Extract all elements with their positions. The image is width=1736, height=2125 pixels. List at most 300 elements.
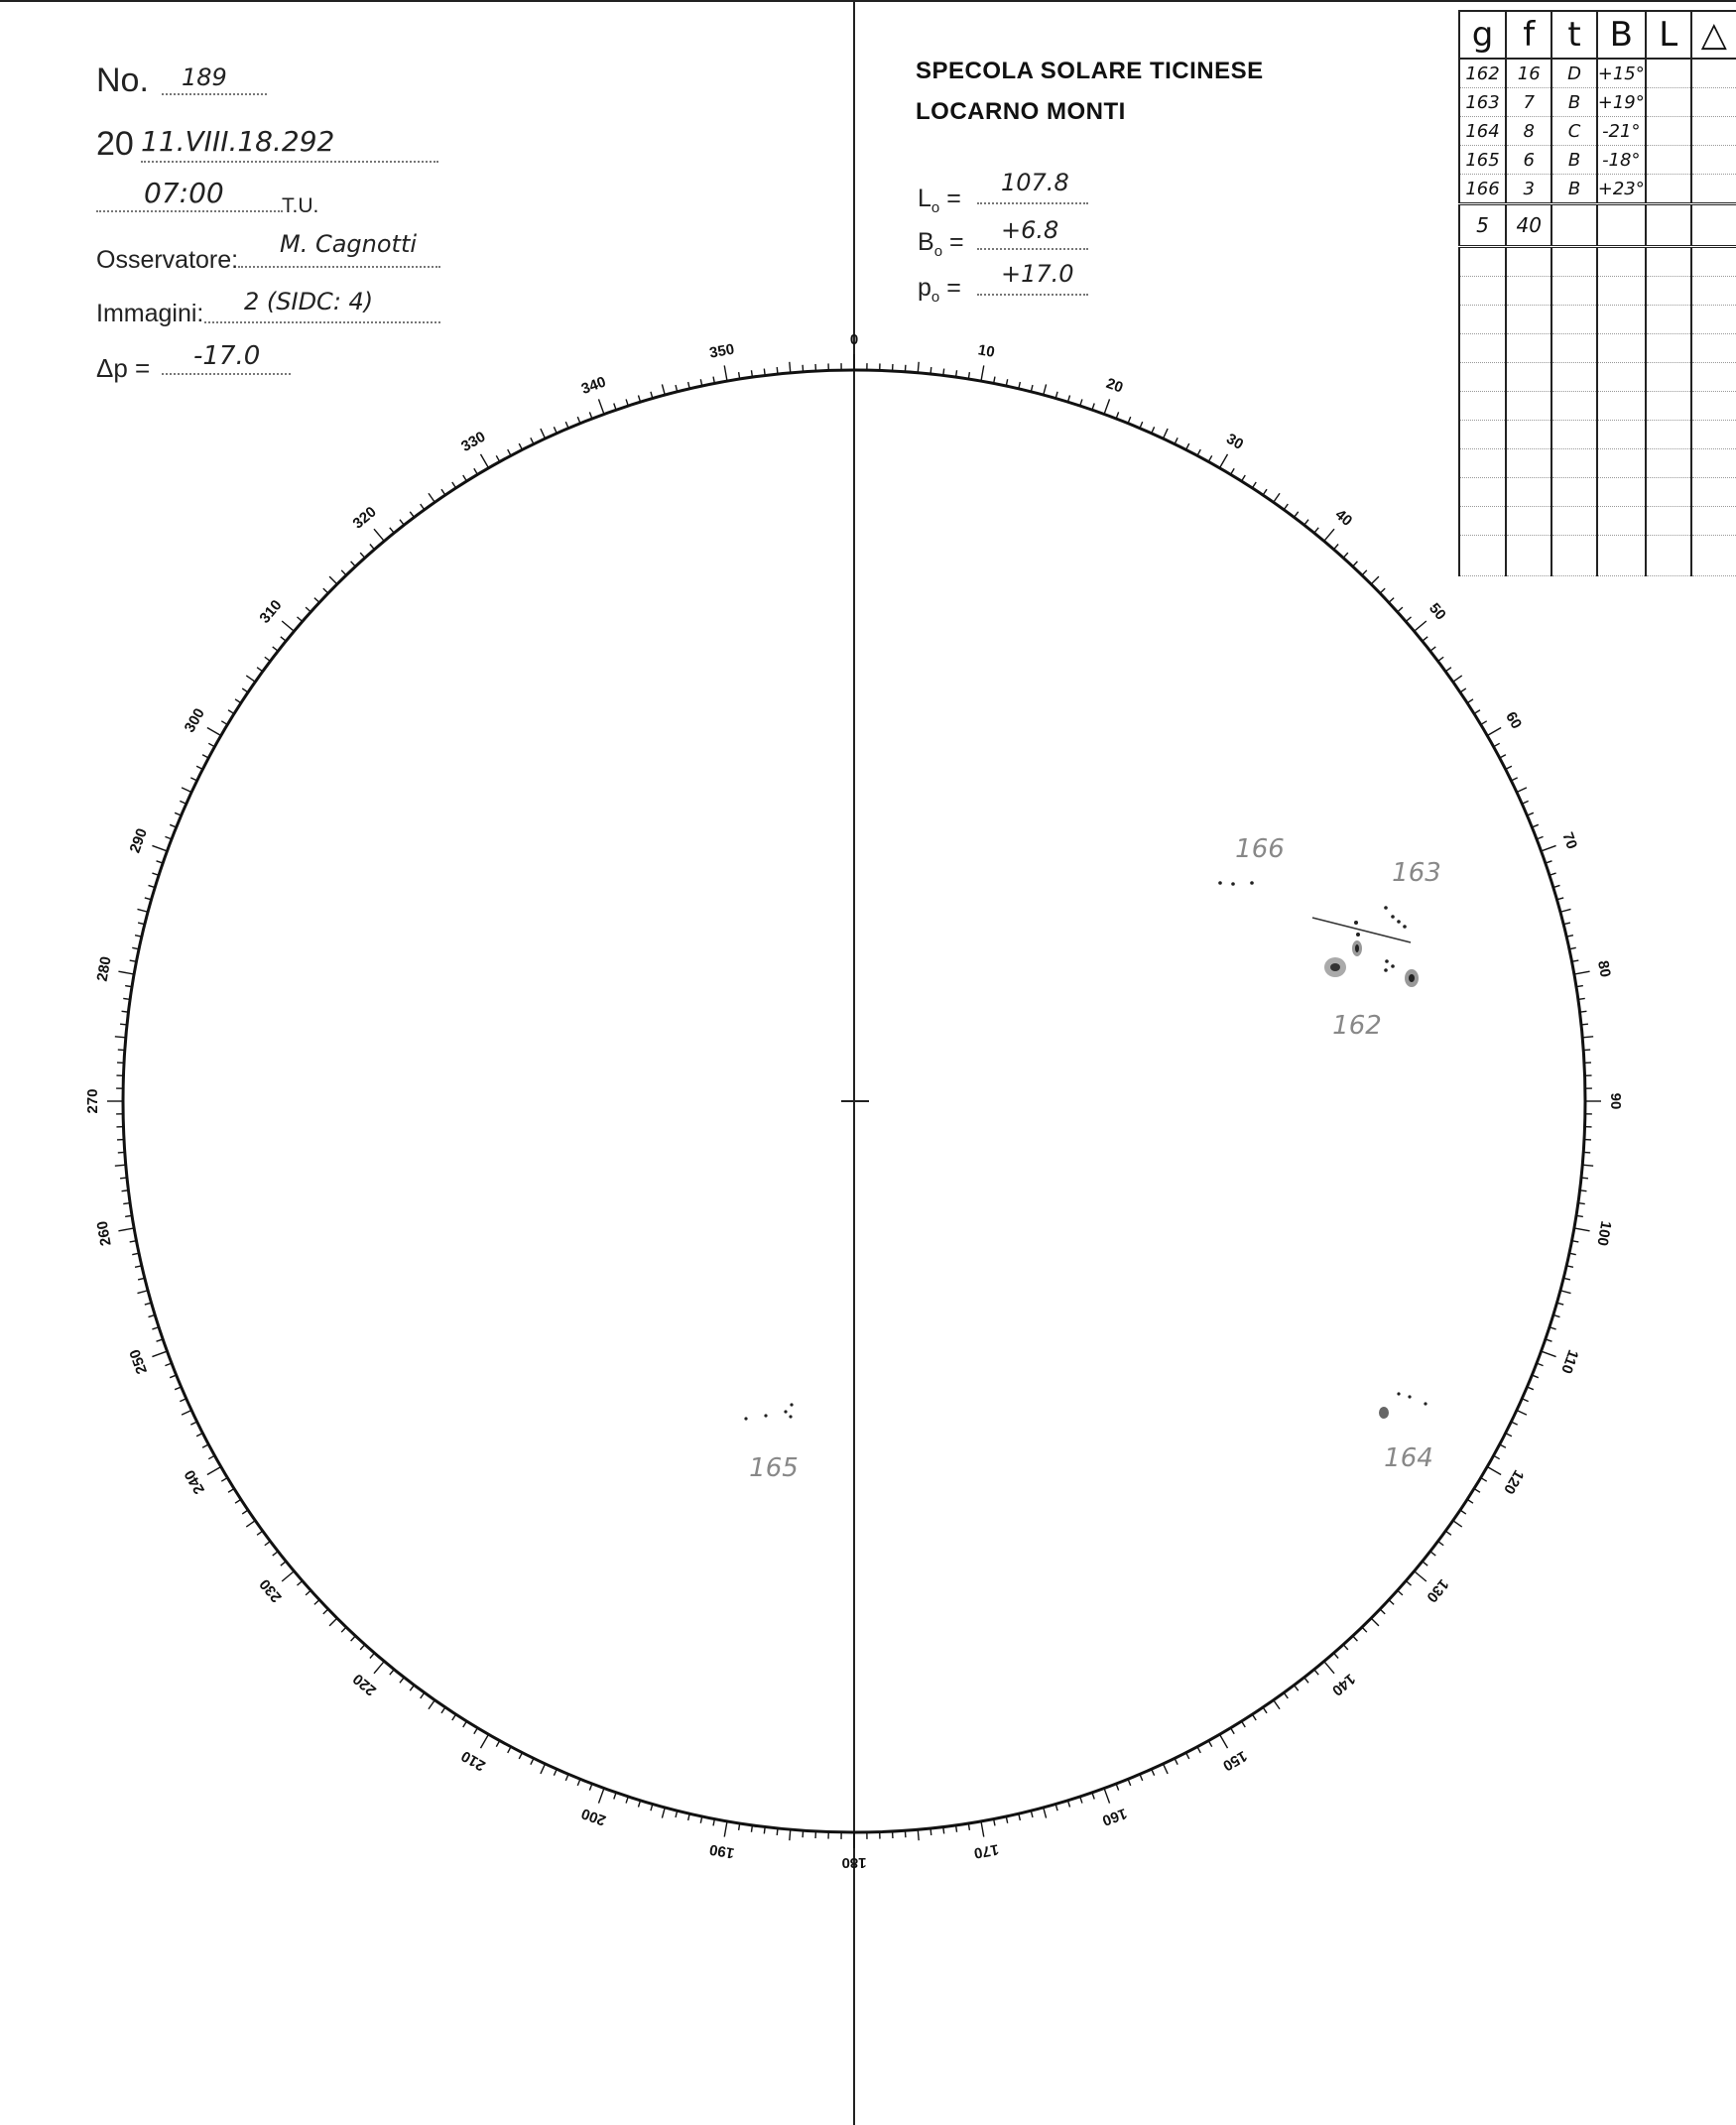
scale-tick xyxy=(1334,1653,1339,1658)
scale-tick xyxy=(1423,1562,1427,1565)
scale-tick xyxy=(1314,1670,1318,1675)
scale-label: 350 xyxy=(707,340,736,362)
scale-label: 10 xyxy=(976,341,996,361)
scale-tick xyxy=(441,489,445,495)
scale-tick xyxy=(374,1662,384,1674)
scale-label: 300 xyxy=(181,705,208,736)
scale-tick xyxy=(1406,1581,1411,1586)
scale-tick xyxy=(496,455,499,461)
scale-tick xyxy=(1220,1734,1228,1748)
scale-tick xyxy=(1506,766,1512,769)
scale-tick xyxy=(452,1714,456,1720)
scale-tick xyxy=(1186,1753,1189,1759)
table-cell: 6 xyxy=(1506,146,1551,175)
scale-tick xyxy=(351,1636,356,1641)
column-header: △ xyxy=(1691,11,1736,59)
scale-tick xyxy=(196,766,202,769)
scale-tick xyxy=(228,710,234,714)
scale-label: 110 xyxy=(1557,1347,1582,1376)
table-cell: 5 xyxy=(1459,204,1506,247)
scale-tick xyxy=(519,1753,522,1759)
scale-tick xyxy=(1487,1467,1501,1475)
scale-tick xyxy=(1284,504,1288,510)
column-header: g xyxy=(1459,11,1506,59)
scale-tick xyxy=(1163,1764,1168,1774)
scale-tick xyxy=(429,1700,434,1709)
scale-tick xyxy=(441,1707,445,1713)
scale-tick xyxy=(1430,1552,1436,1556)
scale-tick xyxy=(1295,1686,1299,1691)
scale-tick xyxy=(1500,755,1506,758)
scale-tick xyxy=(1353,562,1358,566)
scale-label: 240 xyxy=(181,1466,208,1497)
scale-tick xyxy=(1389,1600,1394,1605)
scale-label: 60 xyxy=(1502,708,1526,732)
scale-label: 180 xyxy=(841,1854,867,1872)
scale-tick xyxy=(273,1552,279,1556)
scale-tick xyxy=(221,721,227,725)
scale-tick xyxy=(123,998,130,999)
scale-tick xyxy=(314,1600,319,1605)
scale-tick xyxy=(1467,1499,1473,1503)
table-cell: +23° xyxy=(1597,175,1646,204)
scale-tick xyxy=(297,617,302,622)
scale-tick xyxy=(306,1590,310,1595)
scale-tick xyxy=(410,512,414,518)
scale-label: 100 xyxy=(1593,1219,1615,1248)
bo-label: $B_o$ = xyxy=(918,228,964,260)
table-cell: 7 xyxy=(1506,88,1551,117)
table-cell: 16 xyxy=(1506,59,1551,88)
scale-tick xyxy=(1304,1678,1308,1684)
scale-tick xyxy=(1438,1542,1444,1546)
scale-tick xyxy=(1208,1741,1211,1747)
scale-tick xyxy=(1284,1692,1288,1698)
bo-value: +6.8 xyxy=(977,216,1088,250)
scale-tick xyxy=(724,1821,727,1837)
scale-label: 260 xyxy=(93,1219,115,1248)
table-cell: 40 xyxy=(1506,204,1551,247)
scale-tick xyxy=(943,369,944,376)
scale-tick xyxy=(481,1734,489,1748)
scale-tick xyxy=(1314,528,1318,533)
scale-tick xyxy=(1481,1478,1487,1482)
images-value: 2 (SIDC: 4) xyxy=(204,288,440,323)
column-header: B xyxy=(1597,11,1646,59)
table-cell: 166 xyxy=(1459,175,1506,204)
scale-tick xyxy=(1517,1410,1527,1415)
scale-tick xyxy=(1263,1707,1267,1713)
scale-tick xyxy=(474,1728,478,1734)
scale-tick xyxy=(1197,449,1200,455)
table-cell: D xyxy=(1551,59,1596,88)
scale-tick xyxy=(1186,443,1189,449)
scale-tick xyxy=(115,1165,126,1166)
scale-tick xyxy=(1231,1728,1235,1734)
scale-tick xyxy=(1517,788,1527,793)
scale-tick xyxy=(751,370,752,377)
scale-tick xyxy=(1242,1721,1246,1727)
scale-label: 250 xyxy=(126,1346,152,1377)
scale-tick xyxy=(207,728,221,736)
scale-tick xyxy=(1511,1422,1517,1425)
scale-tick xyxy=(282,1571,294,1581)
scale-tick xyxy=(1467,699,1473,703)
group-label-166: 166 xyxy=(1235,834,1285,864)
scale-tick xyxy=(598,399,603,414)
scale-tick xyxy=(541,1764,546,1774)
scale-tick xyxy=(1460,688,1466,692)
scale-tick xyxy=(1453,676,1462,682)
scale-tick xyxy=(531,438,534,443)
scale-tick xyxy=(1220,454,1228,468)
scale-tick xyxy=(137,909,148,912)
scale-tick xyxy=(598,1789,603,1804)
scale-label: 330 xyxy=(458,428,489,455)
scale-tick xyxy=(1231,468,1235,474)
scale-tick xyxy=(508,1747,511,1753)
scale-tick xyxy=(390,528,394,533)
scale-label: 170 xyxy=(972,1840,1001,1862)
scale-label: 120 xyxy=(1500,1466,1528,1497)
scale-tick xyxy=(1263,489,1267,495)
observatory-name: SPECOLA SOLARE TICINESE xyxy=(916,58,1264,84)
number-label: No. xyxy=(96,62,149,99)
table-cell: +15° xyxy=(1597,59,1646,88)
scale-tick xyxy=(531,1758,534,1764)
scale-tick xyxy=(341,1627,346,1632)
scale-tick xyxy=(400,520,404,526)
scale-tick xyxy=(208,743,214,746)
scale-tick xyxy=(541,429,546,438)
scale-tick xyxy=(281,637,286,641)
table-cell: -21° xyxy=(1597,117,1646,146)
scale-tick xyxy=(1415,621,1426,631)
sunspot-group-166 xyxy=(1218,834,1285,886)
scale-tick xyxy=(1445,668,1451,672)
scale-tick xyxy=(341,570,346,575)
scale-tick xyxy=(323,1609,328,1614)
scale-tick xyxy=(202,1444,208,1447)
scale-label: 80 xyxy=(1594,959,1614,979)
scale-tick xyxy=(221,1478,227,1482)
scale-tick xyxy=(122,1011,129,1012)
observatory-location: LOCARNO MONTI xyxy=(916,98,1126,125)
scale-tick xyxy=(777,367,778,374)
scale-tick xyxy=(724,365,727,381)
table-cell: B xyxy=(1551,88,1596,117)
scale-label: 140 xyxy=(1328,1670,1359,1699)
table-cell: C xyxy=(1551,117,1596,146)
scale-tick xyxy=(235,699,241,703)
scale-tick xyxy=(207,1467,221,1475)
time-unit: T.U. xyxy=(282,194,319,217)
scale-label: 290 xyxy=(126,825,152,856)
date-value: 11.VIII.18.292 xyxy=(141,125,438,163)
scale-label: 70 xyxy=(1558,829,1581,852)
scale-tick xyxy=(1208,455,1211,461)
scale-tick xyxy=(1578,1203,1585,1204)
group-label-163: 163 xyxy=(1392,858,1441,888)
scale-tick xyxy=(182,1410,191,1415)
scale-tick xyxy=(370,1653,375,1658)
scale-tick xyxy=(1242,475,1246,481)
scale-tick xyxy=(257,668,263,672)
scale-tick xyxy=(235,1499,241,1503)
scale-tick xyxy=(1324,529,1334,541)
scale-tick xyxy=(118,971,134,974)
scale-tick xyxy=(242,1510,248,1514)
scale-tick xyxy=(1580,1190,1587,1191)
table-cell: B xyxy=(1551,146,1596,175)
table-cell: 8 xyxy=(1506,117,1551,146)
scale-tick xyxy=(370,544,375,549)
scale-tick xyxy=(421,1692,425,1698)
scale-tick xyxy=(1362,1627,1367,1632)
scale-tick xyxy=(1494,1455,1500,1458)
scale-label: 130 xyxy=(1423,1575,1452,1606)
scale-label: 50 xyxy=(1426,599,1449,624)
group-label-164: 164 xyxy=(1384,1443,1433,1473)
scale-tick xyxy=(452,482,456,488)
scale-tick xyxy=(481,454,489,468)
scale-tick xyxy=(429,493,434,502)
scale-tick xyxy=(1511,778,1517,781)
observer-label: Osservatore: xyxy=(96,246,239,274)
scale-tick xyxy=(662,1808,665,1818)
scale-tick xyxy=(1500,1444,1506,1447)
scale-tick xyxy=(1580,1011,1587,1012)
time-value: 07:00 xyxy=(96,177,283,212)
scale-tick xyxy=(190,1422,196,1425)
lo-label: $L_o$ = xyxy=(918,185,961,216)
scale-tick xyxy=(202,755,208,758)
table-cell: 3 xyxy=(1506,175,1551,204)
scale-tick xyxy=(323,588,328,593)
scale-tick xyxy=(1353,1636,1358,1641)
group-label-162: 162 xyxy=(1332,1011,1382,1041)
scale-tick xyxy=(242,688,248,692)
scale-tick xyxy=(1274,1700,1280,1709)
scale-tick xyxy=(519,443,522,449)
scale-tick xyxy=(1560,1291,1571,1294)
scale-tick xyxy=(496,1741,499,1747)
scale-tick xyxy=(764,1827,765,1834)
scale-tick xyxy=(1474,1489,1480,1493)
scale-label: 40 xyxy=(1331,506,1356,530)
table-cell: 162 xyxy=(1459,59,1506,88)
scale-tick xyxy=(122,1190,129,1191)
number-value: 189 xyxy=(162,63,267,95)
scale-tick xyxy=(1487,728,1501,736)
scale-tick xyxy=(1578,998,1585,999)
scale-label: 20 xyxy=(1103,374,1126,397)
table-cell: 165 xyxy=(1459,146,1506,175)
scale-tick xyxy=(1581,1024,1588,1025)
column-header: L xyxy=(1646,11,1691,59)
scale-tick xyxy=(918,362,919,373)
scale-tick xyxy=(1389,598,1394,603)
table-cell: -18° xyxy=(1597,146,1646,175)
scale-tick xyxy=(360,1645,365,1650)
table-cell: B xyxy=(1551,175,1596,204)
scale-tick xyxy=(981,1821,984,1837)
scale-tick xyxy=(1506,1434,1512,1437)
scale-tick xyxy=(306,607,310,612)
scale-tick xyxy=(981,365,984,381)
scale-label: 200 xyxy=(578,1804,609,1829)
scale-tick xyxy=(1362,570,1367,575)
scale-label: 90 xyxy=(1607,1092,1625,1110)
scale-tick xyxy=(281,1562,286,1565)
scale-label: 220 xyxy=(349,1670,380,1699)
scale-tick xyxy=(1324,1662,1334,1674)
scale-tick xyxy=(1398,607,1403,612)
scale-tick xyxy=(196,1434,202,1437)
scale-tick xyxy=(1343,1645,1348,1650)
scale-tick xyxy=(1582,1037,1593,1038)
scale-tick xyxy=(257,1531,263,1535)
scale-tick xyxy=(390,1670,394,1675)
scale-tick xyxy=(1582,1165,1593,1166)
scale-tick xyxy=(1104,399,1109,414)
scale-tick xyxy=(1252,482,1256,488)
scale-tick xyxy=(329,576,337,584)
scale-tick xyxy=(662,384,665,395)
scale-tick xyxy=(152,845,167,850)
scale-tick xyxy=(273,647,279,651)
sunspot-group-163 xyxy=(1312,858,1441,942)
sunspot-group-165 xyxy=(744,1403,798,1483)
scale-label: 0 xyxy=(849,330,859,348)
scale-tick xyxy=(764,369,765,376)
column-header: t xyxy=(1551,11,1596,59)
scale-tick xyxy=(120,1024,127,1025)
scale-tick xyxy=(956,1825,957,1832)
scale-label: 320 xyxy=(349,503,380,533)
scale-label: 310 xyxy=(256,596,286,627)
scale-tick xyxy=(1252,1714,1256,1720)
scale-label: 30 xyxy=(1223,430,1247,453)
lo-value: 107.8 xyxy=(977,169,1088,204)
scale-tick xyxy=(1380,588,1385,593)
scale-tick xyxy=(265,1542,271,1546)
scale-tick xyxy=(400,1678,404,1684)
scale-tick xyxy=(777,1828,778,1835)
scale-tick xyxy=(297,1581,302,1586)
sunspot-group-162 xyxy=(1324,940,1419,1041)
column-header: f xyxy=(1506,11,1551,59)
scale-tick xyxy=(1371,576,1379,584)
scale-tick xyxy=(943,1827,944,1834)
scale-tick xyxy=(329,1618,337,1626)
scale-tick xyxy=(790,362,791,373)
scale-tick xyxy=(1175,1758,1178,1764)
scale-tick xyxy=(115,1037,126,1038)
scale-tick xyxy=(1044,384,1047,395)
scale-label: 340 xyxy=(578,373,609,399)
scale-tick xyxy=(282,621,294,631)
delta-p-value: -17.0 xyxy=(162,341,291,375)
scale-tick xyxy=(1343,553,1348,558)
scale-tick xyxy=(1197,1747,1200,1753)
scale-tick xyxy=(1406,617,1411,622)
scale-tick xyxy=(1560,909,1571,912)
scale-tick xyxy=(1371,1618,1379,1626)
scale-tick xyxy=(1104,1789,1109,1804)
scale-tick xyxy=(182,788,191,793)
sunspot-group-164 xyxy=(1379,1392,1433,1473)
scale-tick xyxy=(1274,493,1280,502)
scale-tick xyxy=(1430,647,1436,651)
scale-tick xyxy=(930,1828,931,1835)
scale-tick xyxy=(360,553,365,558)
scale-tick xyxy=(1542,845,1556,850)
scale-tick xyxy=(410,1686,414,1691)
scale-tick xyxy=(930,367,931,374)
scale-tick xyxy=(1574,1228,1590,1231)
scale-tick xyxy=(1304,520,1308,526)
scale-tick xyxy=(265,657,271,661)
group-label-165: 165 xyxy=(749,1453,799,1483)
scale-tick xyxy=(351,562,356,566)
scale-tick xyxy=(1380,1609,1385,1614)
scale-tick xyxy=(1163,429,1168,438)
scale-tick xyxy=(918,1829,919,1840)
scale-tick xyxy=(374,529,384,541)
scale-tick xyxy=(1460,1510,1466,1514)
scale-label: 280 xyxy=(93,954,115,983)
scale-label: 150 xyxy=(1219,1747,1250,1775)
scale-tick xyxy=(1474,710,1480,714)
scale-tick xyxy=(1542,1351,1556,1356)
scale-tick xyxy=(790,1829,791,1840)
scale-tick xyxy=(1295,512,1299,518)
scale-tick xyxy=(120,1178,127,1179)
scale-label: 270 xyxy=(83,1088,101,1114)
images-label: Immagini: xyxy=(96,300,204,327)
scale-tick xyxy=(118,1228,134,1231)
date-prefix: 20 xyxy=(96,125,134,163)
scale-tick xyxy=(1574,971,1590,974)
scale-tick xyxy=(137,1291,148,1294)
scale-tick xyxy=(1445,1531,1451,1535)
scale-label: 230 xyxy=(256,1575,286,1606)
scale-tick xyxy=(1334,544,1339,549)
table-cell: 164 xyxy=(1459,117,1506,146)
scale-tick xyxy=(246,1521,255,1527)
scale-tick xyxy=(1175,438,1178,443)
scale-tick xyxy=(751,1825,752,1832)
scale-tick xyxy=(314,598,319,603)
scale-tick xyxy=(1581,1178,1588,1179)
observer-value: M. Cagnotti xyxy=(238,230,440,268)
scale-tick xyxy=(208,1455,214,1458)
po-value: +17.0 xyxy=(977,260,1088,296)
scale-tick xyxy=(1453,1521,1462,1527)
scale-tick xyxy=(421,504,425,510)
scale-tick xyxy=(1398,1590,1403,1595)
scale-tick xyxy=(228,1489,234,1493)
scale-tick xyxy=(474,468,478,474)
scale-label: 190 xyxy=(707,1840,736,1862)
scale-tick xyxy=(1415,1571,1426,1581)
scale-tick xyxy=(152,1351,167,1356)
po-label: $p_o$ = xyxy=(918,274,961,306)
scale-tick xyxy=(463,475,467,481)
scale-tick xyxy=(1044,1808,1047,1818)
scale-tick xyxy=(1438,657,1444,661)
